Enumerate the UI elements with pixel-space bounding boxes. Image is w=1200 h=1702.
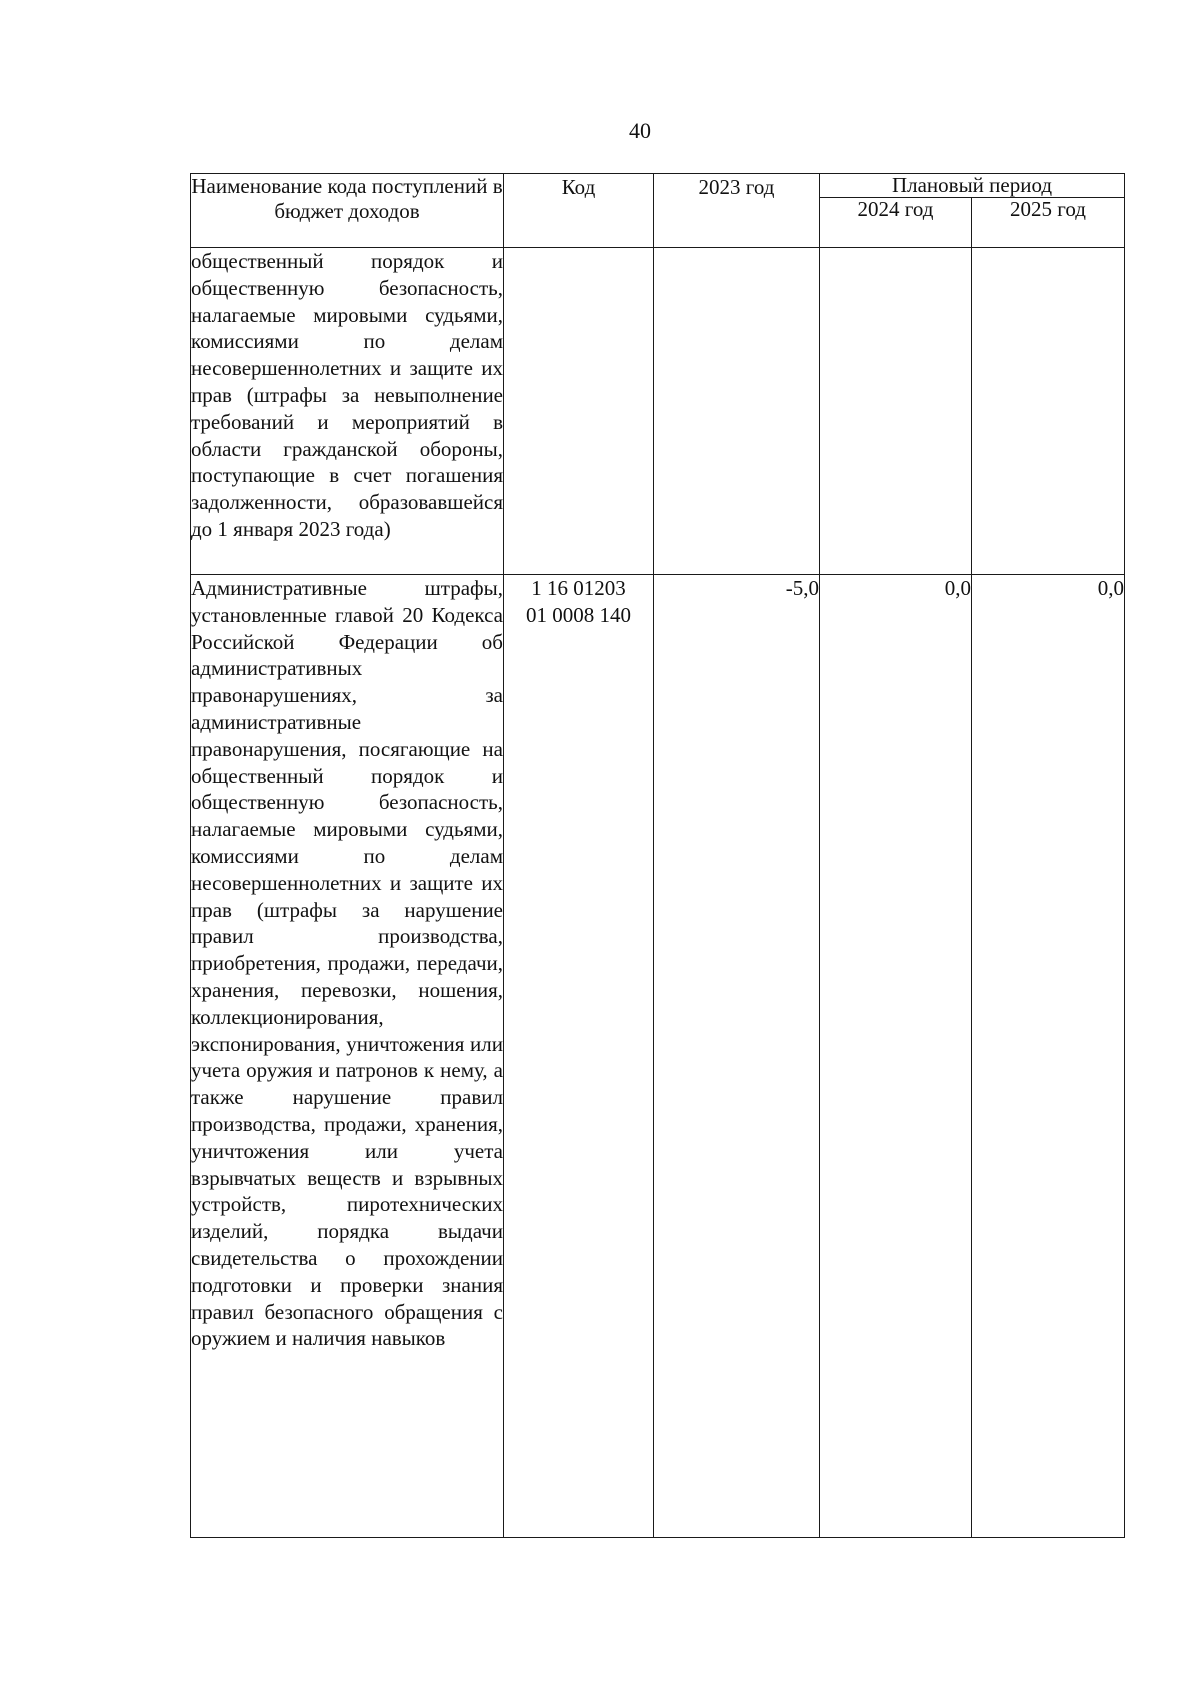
row-code xyxy=(504,575,654,1538)
budget-revenue-table xyxy=(190,173,1125,1538)
row-value-2025 xyxy=(972,248,1125,575)
row-code xyxy=(504,248,654,575)
row-value-2025: 0,0 xyxy=(972,575,1125,1538)
header-2025: 2025 год xyxy=(972,198,1125,248)
header-planning-period: Плановый период xyxy=(820,174,1125,198)
row-code-line: 01 0008 140 xyxy=(526,602,631,627)
row-value-2024: 0,0 xyxy=(820,575,972,1538)
row-value-2023 xyxy=(654,248,820,575)
row-value-2024 xyxy=(820,248,972,575)
table-row xyxy=(191,248,1125,575)
row-name: Административные штрафы, установленные главой 20 Кодекса Российской Федерации об административных правонарушениях, за административные правонарушения, посягающие на общественный порядок и общественную безопасность, налагаемые мировыми судьями, комиссиями по делам несовершеннолетних и защите их прав (штрафы за нарушение правил производства, приобретения, продажи, передачи, хранения, перевозки, ношения, коллекционирования, экспонирования, уничтожения или учета оружия и патронов к нему, а также нарушение правил производства, продажи, хранения, уничтожения или учета взрывчатых веществ и взрывных устройств, пиротехнических изделий, порядка выдачи свидетельства о прохождении подготовки и проверки знания правил безопасного обращения с оружием и наличия навыков xyxy=(191,575,504,1538)
row-code-line: 1 16 01203 xyxy=(531,576,626,600)
header-2024: 2024 год xyxy=(820,198,972,248)
header-name: Наименование кода поступлений в бюджет доходов xyxy=(191,174,504,248)
header-2023: 2023 год xyxy=(654,174,820,248)
row-value-2023: -5,0 xyxy=(654,575,820,1538)
table-row xyxy=(191,575,1125,1538)
header-code: Код xyxy=(504,174,654,248)
row-name: общественный порядок и общественную безопасность, налагаемые мировыми судьями, комиссиями по делам несовершеннолетних и защите их прав (штрафы за невыполнение требований и мероприятий в области гражданской обороны, поступающие в счет погашения задолженности, образовавшейся до 1 января 2023 года) xyxy=(191,248,504,575)
page-number: 40 xyxy=(629,118,651,143)
